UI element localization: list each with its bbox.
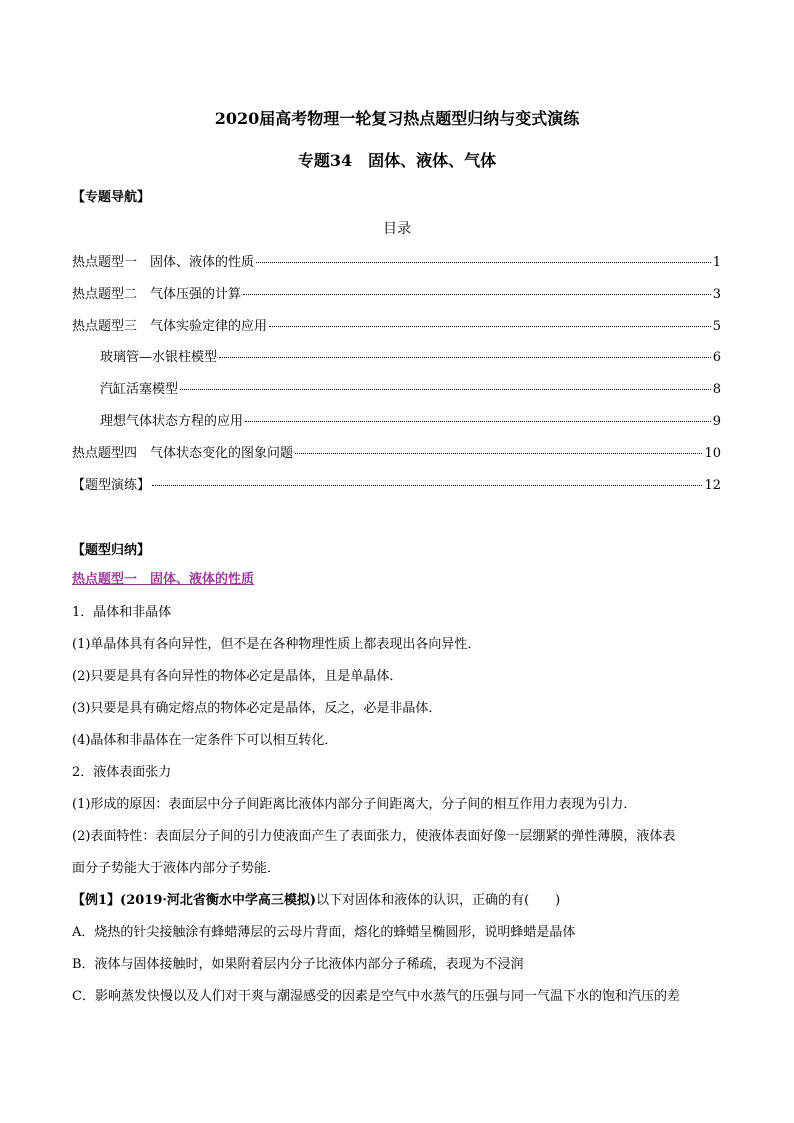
item-heading: 1．晶体和非晶体 xyxy=(72,605,172,620)
example-source: (2019·河北省衡水中学高三模拟) xyxy=(120,893,317,908)
nav-heading: 【专题导航】 xyxy=(72,190,151,205)
example-label: 【例1】 xyxy=(72,893,121,908)
toc-leader-dots xyxy=(152,485,702,486)
example-line xyxy=(72,889,560,908)
toc-leader-dots xyxy=(243,294,711,295)
doc-subtitle: 专题34 固体、液体、气体 xyxy=(297,151,497,170)
example-question: 以下对固体和液体的认识，正确的有( ) xyxy=(316,893,561,908)
toc-item-page: 12 xyxy=(704,478,721,493)
toc-leader-dots xyxy=(269,326,711,327)
option-a: A．烧热的针尖接触涂有蜂蜡薄层的云母片背面，熔化的蜂蜡呈椭圆形，说明蜂蜡是晶体 xyxy=(72,925,576,940)
toc-item-label: 理想气体状态方程的应用 xyxy=(100,414,244,429)
toc-item-label: 热点题型一 固体、液体的性质 xyxy=(72,255,255,270)
toc-item[interactable] xyxy=(100,378,721,396)
toc-leader-dots xyxy=(256,262,711,263)
toc-item-page: 10 xyxy=(704,446,721,461)
toc-item-page: 5 xyxy=(712,319,721,334)
toc-leader-dots xyxy=(245,421,711,422)
toc-item-page: 9 xyxy=(712,414,721,429)
option-c: C．影响蒸发快慢以及人们对干爽与潮湿感受的因素是空气中水蒸气的压强与同一气温下水的饱和汽压的差 xyxy=(72,989,680,1004)
toc-item[interactable] xyxy=(72,283,721,301)
paragraph: 面分子势能大于液体内部分子势能． xyxy=(72,861,281,876)
toc-item-label: 【题型演练】 xyxy=(72,478,151,493)
paragraph: (3)只要是具有确定熔点的物体必定是晶体，反之，必是非晶体． xyxy=(72,701,442,716)
toc-item-label: 玻璃管—水银柱模型 xyxy=(100,350,218,365)
paragraph: (1)形成的原因：表面层中分子间距离比液体内部分子间距离大，分子间的相互作用力表现为引力． xyxy=(72,797,637,812)
paragraph: (2)只要是具有各向异性的物体必定是晶体，且是单晶体． xyxy=(72,669,403,684)
summary-heading: 【题型归纳】 xyxy=(72,543,151,558)
paragraph: (2)表面特性：表面层分子间的引力使液面产生了表面张力，使液体表面好像一层绷紧的弹性薄膜，液体表 xyxy=(72,829,676,844)
paragraph: (4)晶体和非晶体在一定条件下可以相互转化． xyxy=(72,733,338,748)
toc-item-page: 1 xyxy=(712,255,721,270)
toc-item-label: 热点题型二 气体压强的计算 xyxy=(72,287,242,302)
toc-item-page: 8 xyxy=(712,382,721,397)
doc-title: 2020届高考物理一轮复习热点题型归纳与变式演练 xyxy=(214,109,580,128)
toc-item[interactable] xyxy=(100,346,721,364)
toc-item-label: 热点题型四 气体状态变化的图象问题 xyxy=(72,446,294,461)
option-b: B．液体与固体接触时，如果附着层内分子比液体内部分子稀疏，表现为不浸润 xyxy=(72,957,524,972)
toc-item[interactable] xyxy=(72,251,721,269)
toc-item[interactable] xyxy=(72,442,721,460)
toc-item-page: 6 xyxy=(712,350,721,365)
toc-item-label: 汽缸活塞模型 xyxy=(100,382,179,397)
toc-item[interactable] xyxy=(72,315,721,333)
section-link[interactable]: 热点题型一 固体、液体的性质 xyxy=(72,572,255,587)
toc-leader-dots xyxy=(219,357,711,358)
item-heading: 2．液体表面张力 xyxy=(72,765,172,780)
toc-title: 目录 xyxy=(383,221,411,237)
toc-item[interactable] xyxy=(100,410,721,428)
paragraph: (1)单晶体具有各向异性，但不是在各种物理性质上都表现出各向异性． xyxy=(72,637,481,652)
toc-item-label: 热点题型三 气体实验定律的应用 xyxy=(72,319,268,334)
toc-item[interactable] xyxy=(72,474,721,492)
toc-item-page: 3 xyxy=(712,287,721,302)
toc-leader-dots xyxy=(295,453,702,454)
toc-leader-dots xyxy=(180,389,711,390)
